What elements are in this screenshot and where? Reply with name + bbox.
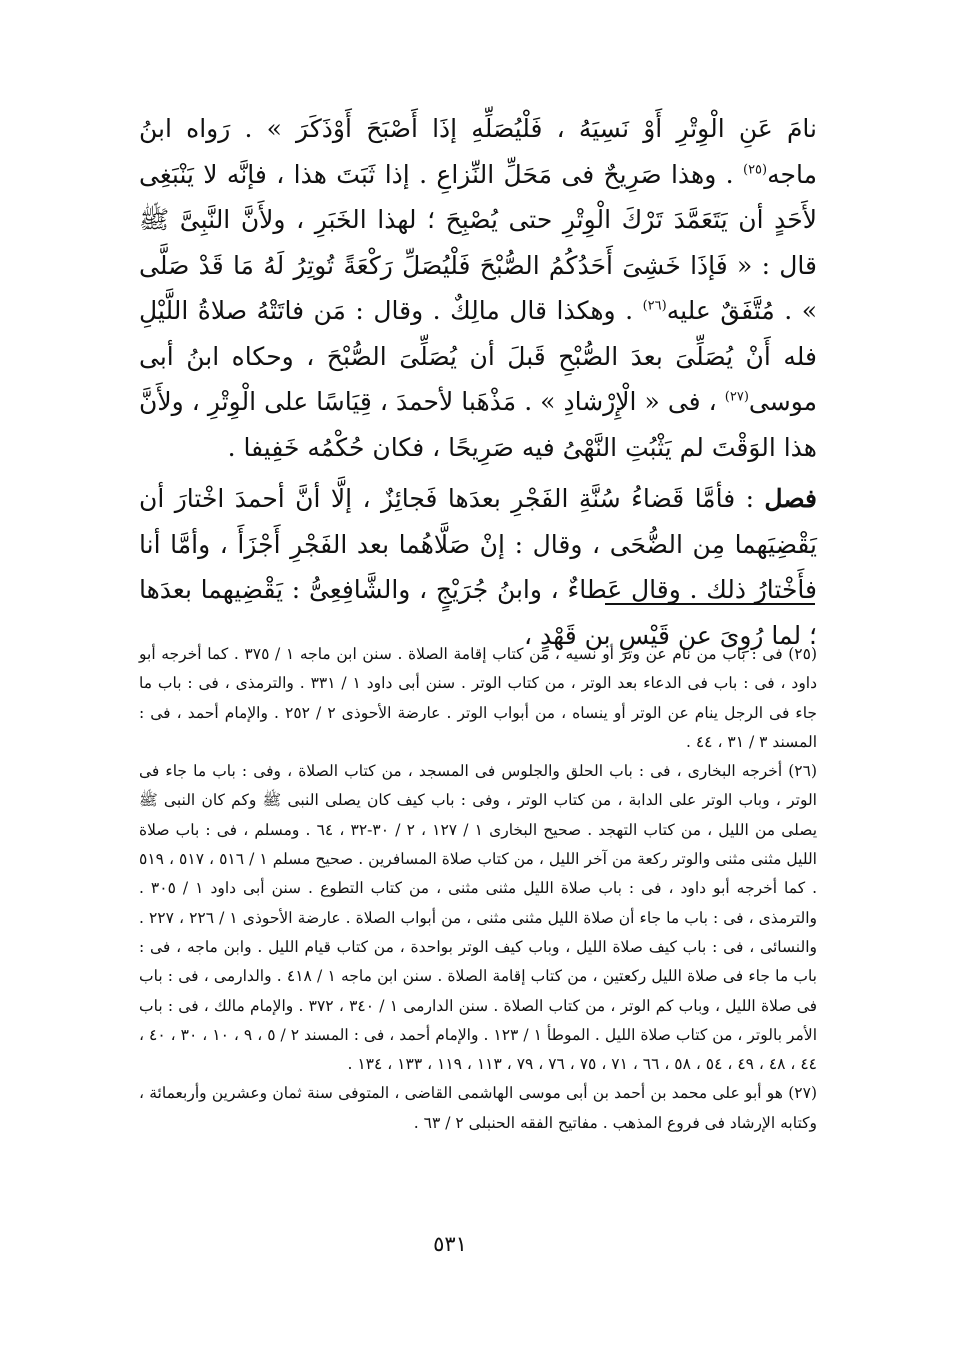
page-number: ٥٣١ <box>433 1232 467 1256</box>
footnote: (٢٥) فى : باب من نام عن وتر أو نسيه ، من كتاب إقامة الصلاة . سنن ابن ماجه ١ / ٣٧٥ . كما أخرجه أبو داود ، فى : باب فى الدعاء بعد الوتر ، من كتاب الوتر . سنن أبى داود ١ / ٣٣١ . والترمذى ، فى : باب ما جاء فى الرجل ينام عن الوتر أو ينساه ، من أبواب الوتر . عارضة الأحوذى ٢ / ٢٥٢ . والإمام أحمد ، فى : المسند ٣ / ٣١ ، ٤٤ . <box>139 645 818 751</box>
text-segment: . وهذا صَرِيحٌ فى مَحَلِّ النِّزاعِ . إذا ثَبَتَ هذا ، فإنَّه لا يَنْبَغِى لأَحَدٍ أن يَتَعَمَّدَ تَرْكَ الْوِتْرِ حتى يُصْبِحَ ؛ لهذا الخَبَرِ ، ولأَنَّ النَّبِىَّ ﷺ قال : « فَإذَا خَشِىَ أَحَدُكُمُ الصُّبْحَ فَلْيُصَلِّ رَكْعَةً تُوتِرُ لَهُ مَا قَدْ صَلَّى » . مُتَّفَقٌ عليه <box>139 159 817 325</box>
footnote-ref: (٢٧) <box>724 389 749 405</box>
text-segment: ، فى « الْإِرْشادِ » . مَذْهَبا لأحمدَ ، قِيَاسًا على الْوِتْرِ ، ولأَنَّ هذا الوَقْتَ لم يَثْبُتِ النَّهْىُ فيه صَرِيحًا ، فكان حُكْمُه خَفِيفا . <box>139 387 817 462</box>
footnote: (٢٦) أخرجه البخارى ، فى : باب الحلق والجلوس فى المسجد ، من كتاب الصلاة ، وفى : باب ما جاء فى الوتر ، وباب الوتر على الدابة ، من كتاب الوتر ، وفى : باب كيف كان يصلى النبى ﷺ وكم كان النبى ﷺ يصلى من الليل ، من كتاب التهجد . صحيح البخارى ١ / ١٢٧ ، ٢ / ٣٠-٣٢ ، ٦٤ . ومسلم ، فى : باب صلاة الليل مثنى مثنى والوتر ركعة من آخر الليل ، من كتاب صلاة المسافرين . صحيح مسلم ١ / ٥١٦ ، ٥١٧ ، ٥١٩ . كما أخرجه أبو داود ، فى : باب صلاة الليل مثنى مثنى ، من كتاب التطوع . سنن أبى داود ١ / ٣٠٥ . والترمذى ، فى : باب ما جاء أن صلاة الليل مثنى مثنى ، من أبواب الصلاة . عارضة الأحوذى ١ / ٢٢٦ ، ٢٢٧ . والنسائى ، فى : باب كيف صلاة الليل ، وباب كيف الوتر بواحدة ، من كتاب قيام الليل . وابن ماجه ، فى : باب ما جاء فى صلاة الليل ركعتين ، من كتاب إقامة الصلاة . سنن ابن ماجه ١ / ٤١٨ . والدارمى ، فى : باب فى صلاة الليل ، وباب كم الوتر ، من كتاب الصلاة . سنن الدارمى ١ / ٣٤٠ ، ٣٧٢ . والإمام مالك ، فى : باب الأمر بالوتر ، من كتاب صلاة الليل . الموطأ ١ / ١٢٣ . والإمام أحمد ، فى : المسند ٢ / ٥ ، ٩ ، ١٠ ، ٣٠ ، ٤٠ ، ٤٤ ، ٤٨ ، ٤٩ ، ٥٤ ، ٥٨ ، ٦٦ ، ٧١ ، ٧٥ ، ٧٦ ، ٧٩ ، ١١٣ ، ١١٩ ، ١٣٣ ، ١٣٤ . <box>139 762 818 1074</box>
footnote-ref: (٢٦) <box>642 298 667 314</box>
footnote-ref: (٢٥) <box>743 162 768 178</box>
main-text <box>139 106 817 658</box>
text-segment: . وهكذا قال مالِكٌ . وقال : مَن فاتَتْهُ صلاةُ اللَّيْلِ فله أَنْ يُصَلِّىَ بعدَ الصُّبْحِ قَبلَ أن يُصَلِّىَ الصُّبْحَ ، وحكاه ابنُ أبى موسى <box>139 296 817 416</box>
footnote-divider <box>605 603 815 605</box>
footnote: (٢٧) هو أبو على محمد بن أحمد بن أبى موسى الهاشمى القاضى ، المتوفى سنة ثمان وعشرين وأربعمائة ، وكتابه الإرشاد فى فروع المذهب . مفاتيح الفقه الحنبلى ٢ / ٦٣ . <box>139 1084 817 1132</box>
section-paragraph <box>139 476 817 658</box>
footnotes <box>139 640 817 1138</box>
text-segment: : فأمَّا قَضاءُ سُنَّةِ الفَجْرِ بعدَها فَجائِزٌ ، إلَّا أنَّ أحمدَ اخْتارَ أن يَقْضِيَهما مِن الضُّحَى ، وقال : إنْ صَلَّاهُما بعد الفَجْرِ أَجْزَأَ ، وأمَّا أنا فأَخْتارُ ذلك . وقال عَطاءٌ ، وابنُ جُرَيْجٍ ، والشَّافِعِىُّ : يَقْضِيهما بعدَها ؛ لما رُوِىَ عن قَيْسِ بن قَهْدٍ ، <box>139 484 817 650</box>
paragraph <box>139 106 817 470</box>
section-heading: فصل <box>764 484 817 513</box>
text-segment: نامَ عَنِ الْوِتْرِ أَوْ نَسِيَهُ ، فَلْيُصَلِّهِ إذَا أَصْبَحَ أَوْذَكَرَ » . رَواه ابنُ ماجه <box>139 114 817 189</box>
